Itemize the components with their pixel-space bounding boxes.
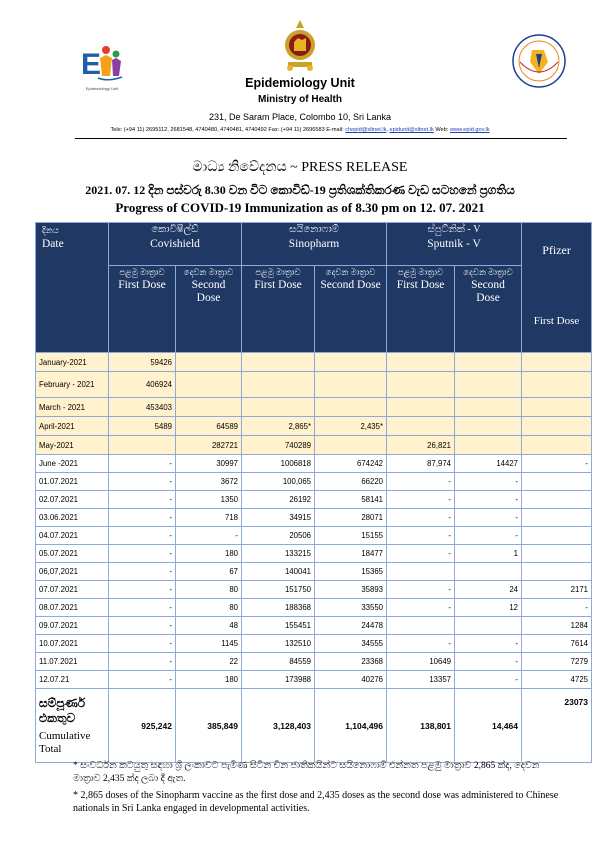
covishield-first-cell: - [109,671,176,689]
date-cell: 07.07.2021 [36,581,109,599]
logo-caption: Epidemiology Unit [85,86,119,91]
sputnik-second-cell: 1 [455,545,522,563]
date-cell: June -2021 [36,455,109,473]
pfizer-cell [522,473,592,491]
sinopharm-first-cell: 100,065 [242,473,315,491]
immunization-table [35,222,592,763]
date-cell: February - 2021 [36,372,109,398]
dose-label-en: First Dose [533,315,580,327]
total-label-si: සම්පූර්ණ එකතුව [39,695,86,725]
sinopharm-second-cell: 28071 [315,509,387,527]
dose-label-en: First Dose [254,279,302,291]
covishield-first-dose-header [109,266,176,353]
covishield-first-cell: - [109,527,176,545]
date-cell: 08.07.2021 [36,599,109,617]
sputnik-second-cell: 24 [455,581,522,599]
sputnik-second-cell [455,372,522,398]
sputnik-first-cell [387,372,455,398]
pfizer-cell [522,491,592,509]
covishield-second-cell: 180 [176,545,242,563]
pfizer-cell: 7279 [522,653,592,671]
total-sputnik-first: 138,801 [387,689,455,763]
table-row [36,599,592,617]
total-label [36,689,109,763]
date-cell: 12.07.21 [36,671,109,689]
covishield-second-cell: 718 [176,509,242,527]
table-row [36,353,592,372]
pfizer-cell [522,398,592,417]
table-row [36,671,592,689]
covishield-first-cell: - [109,599,176,617]
cumulative-total-row [36,689,592,763]
covishield-first-cell: - [109,491,176,509]
sputnik-first-cell: 87,974 [387,455,455,473]
total-pfizer: 23073 [522,689,592,763]
dose-header-row [36,266,592,353]
sinopharm-second-cell: 15365 [315,563,387,581]
sputnik-second-cell: - [455,671,522,689]
contact-line: Tele: (+94 11) 2695112, 2681548, 4740480, 4740481, 4740492 Fax: (+94 11) 2696583 E-mail: chepid@sltnet.lk, epidunit@sltnet.lk Web: www.epid.gov.lk [110,127,490,133]
table-body [36,353,592,763]
table-row [36,527,592,545]
email-link-2[interactable]: epidunit@sltnet.lk [389,127,434,133]
pfizer-cell [522,509,592,527]
vaccine-name-en: Covishield [150,238,200,250]
date-cell: 05.07.2021 [36,545,109,563]
covishield-first-cell: - [109,545,176,563]
sinopharm-first-cell [242,398,315,417]
covishield-first-cell: 5489 [109,417,176,436]
dose-label-si: දෙවන මාත්‍රාව [183,267,234,277]
sinopharm-first-cell: 1006818 [242,455,315,473]
sinopharm-second-cell [315,372,387,398]
date-cell: 01.07.2021 [36,473,109,491]
sinopharm-second-cell: 35893 [315,581,387,599]
sputnik-second-cell: - [455,491,522,509]
sputnik-first-cell [387,417,455,436]
date-column-header [36,223,109,353]
date-cell: 09.07.2021 [36,617,109,635]
sputnik-second-cell [455,617,522,635]
sputnik-first-cell: - [387,527,455,545]
date-cell: May-2021 [36,436,109,455]
subtitle-sinhala: 2021. 07. 12 දින පස්වරු 8.30 වන විට කොවිඩ්-19 ප්‍රතිශක්තිකරණ වැඩ සටහනේ ප්‍රගතිය [85,183,515,197]
total-sinopharm-first: 3,128,403 [242,689,315,763]
pfizer-cell [522,545,592,563]
total-label-en: Cumulative Total [39,729,91,755]
dose-label-en: First Dose [396,279,445,291]
pfizer-cell: 2171 [522,581,592,599]
sinopharm-first-cell: 20506 [242,527,315,545]
dose-label-si: දෙවන මාත්‍රාව [463,267,513,277]
sputnik-first-cell: - [387,581,455,599]
total-sinopharm-second: 1,104,496 [315,689,387,763]
covishield-first-cell: - [109,509,176,527]
covishield-second-cell: 3672 [176,473,242,491]
sputnik-first-cell [387,353,455,372]
covishield-first-cell: - [109,473,176,491]
total-covishield-first: 925,242 [109,689,176,763]
sputnik-second-cell: - [455,653,522,671]
sputnik-first-cell [387,617,455,635]
date-cell: 04.07.2021 [36,527,109,545]
sinopharm-first-cell: 34915 [242,509,315,527]
date-header-si: දිනය [42,225,59,235]
vaccine-name-si: සයිනොෆාම් [289,224,339,235]
date-header-en: Date [42,238,64,250]
table-row [36,417,592,436]
sputnik-first-cell: - [387,545,455,563]
sputnik-second-cell [455,436,522,455]
sinopharm-first-cell: 133215 [242,545,315,563]
date-cell: 11.07.2021 [36,653,109,671]
sputnik-first-cell: 13357 [387,671,455,689]
covishield-second-cell: 1350 [176,491,242,509]
sinopharm-first-cell: 132510 [242,635,315,653]
contact-phone: Tele: (+94 11) 2695112, 2681548, 4740480, 4740481, 4740492 Fax: (+94 11) 2696583 E-mail: [110,127,344,133]
dose-label-en: Second Dose [320,279,381,291]
table-row [36,455,592,473]
pfizer-cell [522,527,592,545]
sputnik-second-cell: - [455,509,522,527]
covishield-first-cell: - [109,455,176,473]
date-cell: March - 2021 [36,398,109,417]
vaccine-name-en: Sinopharm [288,238,340,250]
ministry-name: Ministry of Health [258,94,342,105]
sputnik-first-cell: 26,821 [387,436,455,455]
sputnik-second-cell: 12 [455,599,522,617]
dose-label-si: පළමු මාත්‍රාව [255,267,301,277]
table-row [36,653,592,671]
table-row [36,398,592,417]
email-link-1[interactable]: chepid@sltnet.lk [345,127,387,133]
sinopharm-second-cell: 18477 [315,545,387,563]
date-cell: 03.06.2021 [36,509,109,527]
sputnik-second-dose-header [455,266,522,353]
covishield-first-cell: - [109,563,176,581]
sinopharm-header [242,223,387,266]
sputnik-second-cell [455,563,522,581]
covishield-first-cell: 59426 [109,353,176,372]
table-row [36,436,592,455]
sputnik-header [387,223,522,266]
sputnik-second-cell: - [455,527,522,545]
sinopharm-second-cell [315,353,387,372]
sinopharm-first-cell [242,372,315,398]
covishield-first-cell: 406924 [109,372,176,398]
footnote-sinhala: * සංවර්ධන කටයුතු සඳහා ශ්‍රී ලංකාවට පැමිණ සිටින චීන ජාතිකයින්ට සයිනොෆාම් එන්නත පළමු මාත්‍රාව 2,865 ක්ද, දෙවන මාත්‍රාව 2,435 ක්ද ලබා දී ඇත. [73,761,540,784]
sinopharm-first-cell: 140041 [242,563,315,581]
sinopharm-second-cell: 2,435* [315,417,387,436]
table-row [36,545,592,563]
total-sputnik-second: 14,464 [455,689,522,763]
dose-label-si: දෙවන මාත්‍රාව [325,267,376,277]
subtitle-english: Progress of COVID-19 Immunization as of 8.30 pm on 12. 07. 2021 [115,200,485,215]
sputnik-first-cell: - [387,509,455,527]
sinopharm-second-cell [315,398,387,417]
sinopharm-second-cell: 58141 [315,491,387,509]
covishield-second-cell [176,372,242,398]
footnote-english: * 2,865 doses of the Sinopharm vaccine as the first dose and 2,435 doses as the second dose was administered to Chinese nationals in Sri Lanka engaged in developmental activities. [73,790,559,814]
covishield-first-cell [109,436,176,455]
pfizer-cell: 7614 [522,635,592,653]
vaccine-name-si: කොවිෂීල්ඩ් [151,224,199,235]
sinopharm-second-cell: 15155 [315,527,387,545]
table-row [36,635,592,653]
sinopharm-first-cell: 151750 [242,581,315,599]
covishield-first-cell: - [109,581,176,599]
vaccine-name-en: Pfizer [542,243,571,257]
pfizer-cell [522,563,592,581]
pfizer-first-dose-label [525,315,588,328]
sinopharm-second-cell: 674242 [315,455,387,473]
covishield-second-cell [176,398,242,417]
sinopharm-first-cell: 84559 [242,653,315,671]
sinopharm-second-cell: 40276 [315,671,387,689]
dose-label-si: පළමු මාත්‍රාව [397,267,444,277]
sinopharm-first-cell: 188368 [242,599,315,617]
sputnik-second-cell [455,353,522,372]
covishield-first-cell: - [109,617,176,635]
date-cell: April-2021 [36,417,109,436]
sinopharm-first-cell: 173988 [242,671,315,689]
pfizer-cell [522,436,592,455]
svg-text:E: E [81,48,102,81]
sputnik-second-cell: - [455,635,522,653]
covishield-second-cell [176,353,242,372]
dose-label-en: Second Dose [191,279,226,304]
sputnik-first-cell: - [387,491,455,509]
table-row [36,563,592,581]
sinopharm-first-cell [242,353,315,372]
sinopharm-second-cell [315,436,387,455]
covishield-second-cell: 48 [176,617,242,635]
date-cell: 06,07,2021 [36,563,109,581]
date-cell: 02.07.2021 [36,491,109,509]
sputnik-second-cell [455,398,522,417]
covishield-first-cell: - [109,653,176,671]
table-row [36,473,592,491]
date-cell: January-2021 [36,353,109,372]
sinopharm-first-cell: 740289 [242,436,315,455]
covishield-second-cell: 282721 [176,436,242,455]
covishield-first-cell: 453403 [109,398,176,417]
web-label: Web: [435,127,449,133]
covishield-header [109,223,242,266]
sputnik-first-cell: 10649 [387,653,455,671]
date-cell: 10.07.2021 [36,635,109,653]
sputnik-second-cell: 14427 [455,455,522,473]
covishield-second-cell: 80 [176,581,242,599]
vaccine-name-si: ස්පුට්නික් - V [427,224,481,235]
sinopharm-second-dose-header [315,266,387,353]
covishield-second-cell: 1145 [176,635,242,653]
sputnik-first-cell: - [387,599,455,617]
address: 231, De Saram Place, Colombo 10, Sri Lanka [208,112,392,122]
sinopharm-first-cell: 155451 [242,617,315,635]
pfizer-cell: 4725 [522,671,592,689]
pfizer-cell [522,353,592,372]
sinopharm-first-cell: 26192 [242,491,315,509]
sinopharm-second-cell: 66220 [315,473,387,491]
sputnik-second-cell [455,417,522,436]
pfizer-cell: - [522,599,592,617]
sputnik-first-dose-header [387,266,455,353]
pfizer-cell [522,372,592,398]
covishield-second-cell: 67 [176,563,242,581]
pfizer-cell [522,417,592,436]
table-row [36,509,592,527]
pfizer-header [522,223,592,353]
sinopharm-first-cell: 2,865* [242,417,315,436]
press-release-title: මාධ්‍ය නිවේදනය ~ PRESS RELEASE [192,160,408,175]
sputnik-first-cell: - [387,473,455,491]
sputnik-second-cell: - [455,473,522,491]
covishield-second-cell: 64589 [176,417,242,436]
covishield-second-cell: 80 [176,599,242,617]
sputnik-first-cell [387,563,455,581]
table-row [36,617,592,635]
sinopharm-second-cell: 34555 [315,635,387,653]
table-row [36,491,592,509]
sinopharm-second-cell: 33550 [315,599,387,617]
covishield-second-cell: 22 [176,653,242,671]
sri-lanka-emblem-icon [280,18,320,74]
web-link[interactable]: www.epid.gov.lk [449,127,490,133]
organization-name: Epidemiology Unit [245,76,355,90]
sinopharm-first-dose-header [242,266,315,353]
covishield-second-dose-header [176,266,242,353]
dose-label-si: පළමු මාත්‍රාව [119,267,165,277]
covishield-second-cell: 30997 [176,455,242,473]
pfizer-cell: - [522,455,592,473]
covishield-second-cell: 180 [176,671,242,689]
covishield-second-cell: - [176,527,242,545]
vaccine-header-row [36,223,592,266]
dose-label-en: Second Dose [471,279,505,304]
dose-label-en: First Dose [118,279,166,291]
table-row [36,372,592,398]
vaccine-name-en: Sputnik - V [427,238,481,250]
covishield-first-cell: - [109,635,176,653]
pfizer-cell: 1284 [522,617,592,635]
header-divider [75,138,567,139]
table-row [36,581,592,599]
sinopharm-second-cell: 24478 [315,617,387,635]
sinopharm-second-cell: 23368 [315,653,387,671]
sputnik-first-cell [387,398,455,417]
sputnik-first-cell: - [387,635,455,653]
total-covishield-second: 385,849 [176,689,242,763]
